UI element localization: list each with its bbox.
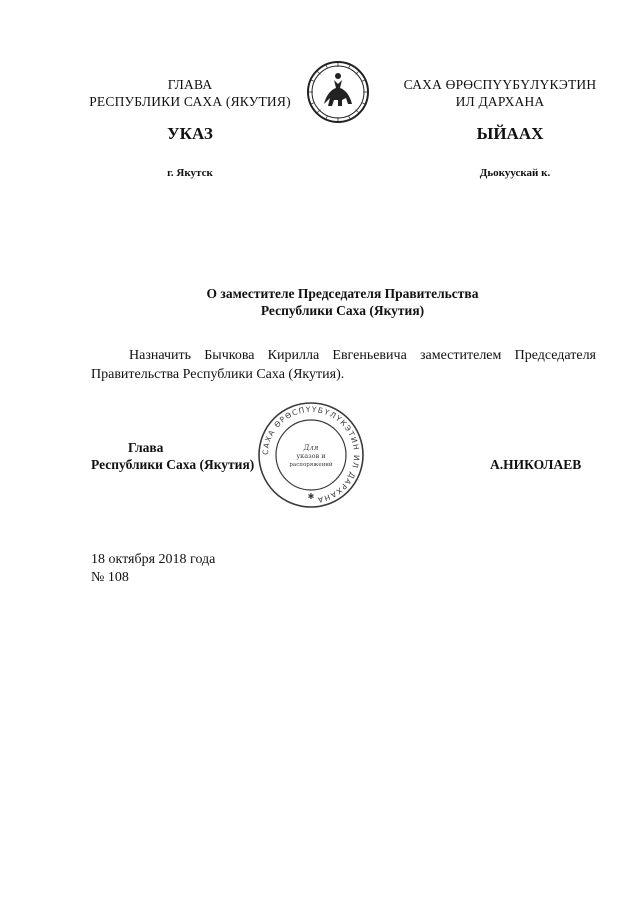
issuer-line-1: ГЛАВА <box>167 77 213 92</box>
title-line-1: О заместителе Председателя Правительства <box>206 286 479 301</box>
issuer-header-sakha <box>385 76 615 110</box>
document-number: № 108 <box>91 570 129 585</box>
document-title <box>120 285 565 319</box>
title-line-2: Республики Саха (Якутия) <box>260 303 425 318</box>
issuer-line-sakha-2: ИЛ ДАРХАНА <box>455 94 545 109</box>
issuer-line-2: РЕСПУБЛИКИ САХА (ЯКУТИЯ) <box>89 94 291 109</box>
seal-center-line-2: указов и <box>296 452 326 460</box>
signatory-role-line-1: Глава <box>128 440 164 455</box>
issuer-header-ru <box>70 76 310 110</box>
body-paragraph: Назначить Бычкова Кирилла Евгеньевича заместителем Председателя Правительства Республики Саха (Якутия). <box>91 348 596 382</box>
sakha-coat-of-arms-icon <box>306 60 370 124</box>
seal-star-icon: ✱ <box>307 492 315 501</box>
city-ru: г. Якутск <box>167 167 213 179</box>
doc-type-sakha: ЫЙААХ <box>476 124 544 143</box>
official-seal-icon <box>256 400 366 510</box>
seal-center-line-1: Для <box>303 444 319 452</box>
document-body <box>91 346 596 384</box>
city-sakha: Дьокуускай к. <box>479 167 551 179</box>
signatory-name: А.НИКОЛАЕВ <box>490 457 582 472</box>
doc-type-ru: УКАЗ <box>167 124 213 143</box>
signatory-role-line-2: Республики Саха (Якутия) <box>91 457 255 472</box>
document-date: 18 октября 2018 года <box>91 552 216 567</box>
seal-center-line-3: распоряжений <box>289 462 333 468</box>
issuer-line-sakha-1: САХА ӨРӨСПҮҮБҮЛҮКЭТИН <box>403 77 597 92</box>
seal-outer-text: САХА ӨРӨСПҮҮБҮЛҮКЭТИН ИЛ ДАРХАНА <box>260 404 362 505</box>
